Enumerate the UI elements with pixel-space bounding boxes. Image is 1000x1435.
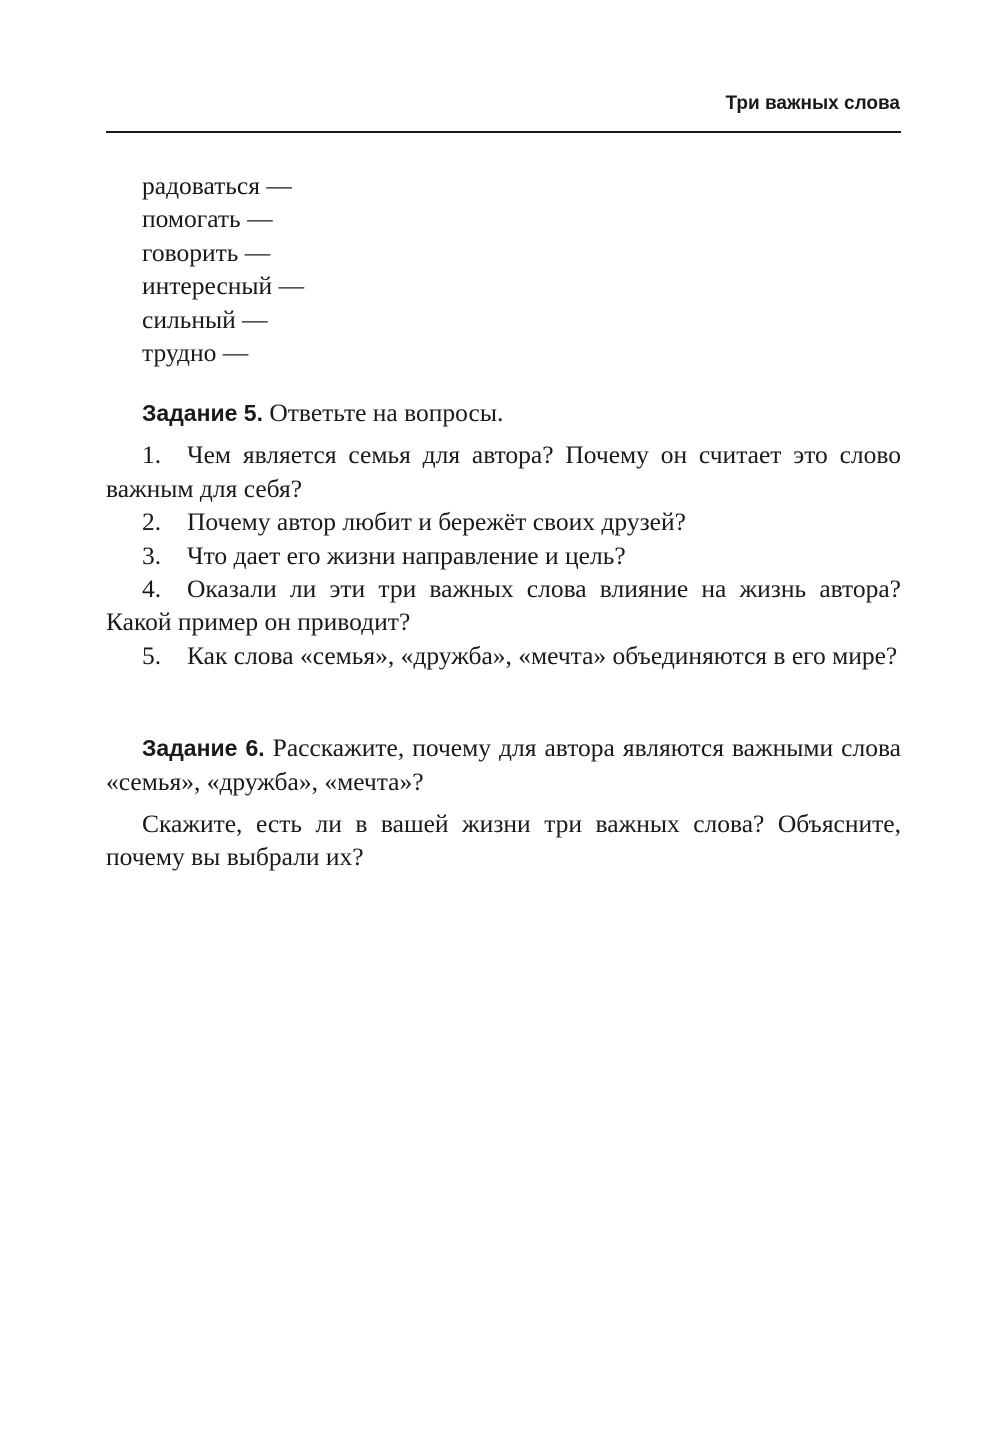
word-list-item: говорить — <box>142 237 271 267</box>
task-6-label: Задание 6. <box>142 735 265 761</box>
question-number: 3. <box>142 540 162 570</box>
task-5-heading <box>106 396 901 430</box>
word-list-item: трудно — <box>142 338 249 368</box>
question-text: Как слова «семья», «дружба», «мечта» объединяются в его мире? <box>187 640 898 670</box>
task-5 <box>106 396 901 672</box>
question-item <box>106 539 901 572</box>
word-list-item: интересный — <box>142 271 305 301</box>
question-text: Что дает его жизни направление и цель? <box>187 540 626 570</box>
task-5-instruction: Ответьте на вопросы. <box>269 398 504 427</box>
question-number: 5. <box>142 640 162 670</box>
question-item <box>106 438 901 505</box>
question-list <box>106 438 901 672</box>
question-number: 1. <box>142 440 162 470</box>
header-rule <box>106 131 901 133</box>
question-text: Оказали ли эти три важных слова влияние на жизнь автора? Какой пример он приводит? <box>106 574 901 637</box>
task-6-paragraph: Скажите, есть ли в вашей жизни три важных слова? Объясните, почему вы выбрали их? <box>106 808 901 872</box>
word-list-item: помогать — <box>142 204 273 234</box>
question-item <box>106 639 901 672</box>
question-text: Почему автор любит и бережёт своих друзей? <box>187 507 686 537</box>
question-number: 2. <box>142 507 162 537</box>
question-item <box>106 505 901 538</box>
task-6-heading <box>106 731 901 799</box>
running-header: Три важных слова <box>725 93 900 114</box>
question-text: Чем является семья для автора? Почему он считает это слово важным для себя? <box>106 440 901 503</box>
task-6 <box>106 731 901 874</box>
word-list-item: радоваться — <box>142 171 292 200</box>
question-number: 4. <box>142 574 162 604</box>
word-list <box>142 169 304 369</box>
word-list-item: сильный — <box>142 304 268 334</box>
question-item <box>106 572 901 639</box>
task-5-label: Задание 5. <box>142 400 263 426</box>
task-6-instruction: Расскажите, почему для автора являются важными слова «семья», «дружба», «мечта»? <box>106 733 902 797</box>
